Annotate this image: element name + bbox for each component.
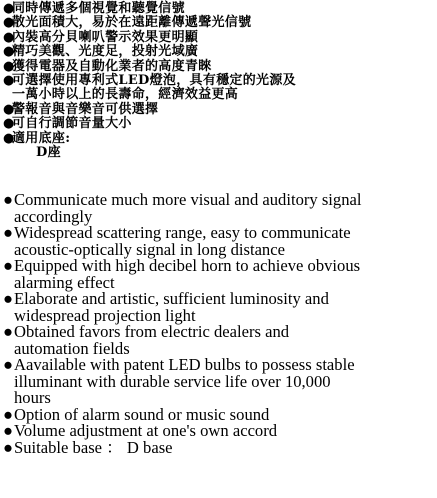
- bullet-icon: ●: [3, 355, 14, 375]
- bullet-icon: ●: [3, 44, 15, 60]
- en-feature-item: [3, 225, 435, 258]
- en-feature-text: Equipped with high decibel horn to achieve obvious: [14, 256, 361, 276]
- en-feature-item: [3, 258, 435, 291]
- en-feature-item: [3, 291, 435, 324]
- zh-feature-item: [3, 74, 435, 103]
- en-feature-text: automation fields: [14, 338, 130, 358]
- zh-feature-text: 一萬小時以上的長壽命，經濟效益更高: [12, 87, 239, 103]
- bullet-icon: ●: [3, 29, 15, 45]
- bullet-icon: ●: [3, 73, 15, 89]
- zh-feature-item: [3, 16, 435, 30]
- section-gap: [3, 160, 435, 192]
- zh-feature-text: 適用底座:: [12, 130, 71, 146]
- en-feature-item: [3, 192, 435, 225]
- bullet-icon: ●: [3, 421, 14, 441]
- bullet-icon: ●: [3, 190, 14, 210]
- bullet-icon: ●: [3, 130, 15, 146]
- en-feature-item: [3, 437, 435, 457]
- zh-feature-item: [3, 45, 435, 59]
- en-feature-item: [3, 357, 435, 407]
- zh-feature-text: 散光面積大，易於在遠距離傳遞聲光信號: [12, 15, 252, 31]
- en-feature-text: Communicate much more visual and auditory signal: [14, 190, 362, 210]
- en-feature-text: acoustic-optically signal in long distance: [14, 239, 285, 259]
- zh-feature-text: 精巧美觀、光度足，投射光域廣: [12, 44, 199, 60]
- en-feature-text: Suitable base ： D base: [14, 437, 173, 457]
- en-feature-text: Aavailable with patent LED bulbs to possess stable: [14, 355, 355, 375]
- zh-feature-item: [3, 132, 435, 161]
- zh-feature-text: 警報音與音樂音可供選擇: [12, 101, 159, 117]
- zh-feature-text: 可自行調節音量大小: [12, 116, 132, 132]
- en-feature-text: Widespread scattering range, easy to communicate: [14, 223, 351, 243]
- zh-feature-item: [3, 117, 435, 131]
- bullet-icon: ●: [3, 437, 14, 457]
- en-feature-text: illuminant with durable service life over 10,000: [14, 371, 331, 391]
- zh-feature-text: 內裝高分貝喇叭警示效果更明顯: [12, 29, 199, 45]
- bullet-icon: ●: [3, 404, 14, 424]
- en-feature-text: Volume adjustment at one's own accord: [14, 421, 278, 441]
- zh-feature-text: 可選擇使用專利式LED燈泡，具有穩定的光源及: [12, 73, 296, 89]
- bullet-icon: ●: [3, 101, 15, 117]
- bullet-icon: ●: [3, 15, 15, 31]
- en-feature-text: widespread projection light: [14, 305, 196, 325]
- bullet-icon: ●: [3, 1, 15, 16]
- en-feature-text: hours: [14, 388, 51, 408]
- en-feature-text: alarming effect: [14, 272, 115, 292]
- en-feature-text: Option of alarm sound or music sound: [14, 404, 270, 424]
- zh-feature-text: 同時傳遞多個視覺和聽覺信號: [12, 1, 185, 16]
- bullet-icon: ●: [3, 58, 15, 74]
- bullet-icon: ●: [3, 322, 14, 342]
- bullet-icon: ●: [3, 116, 15, 132]
- en-feature-text: Elaborate and artistic, sufficient luminosity and: [14, 289, 329, 309]
- chinese-feature-list: [3, 2, 435, 160]
- en-feature-text: accordingly: [14, 206, 93, 226]
- zh-feature-text: 獲得電器及自動化業者的高度青睞: [12, 58, 212, 74]
- english-feature-list: [3, 192, 435, 456]
- bullet-icon: ●: [3, 289, 14, 309]
- en-feature-item: [3, 324, 435, 357]
- zh-feature-continuation: D座: [36, 145, 61, 161]
- en-feature-text: Obtained favors from electric dealers and: [14, 322, 290, 342]
- bullet-icon: ●: [3, 256, 14, 276]
- bullet-icon: ●: [3, 223, 14, 243]
- zh-feature-item: [3, 60, 435, 74]
